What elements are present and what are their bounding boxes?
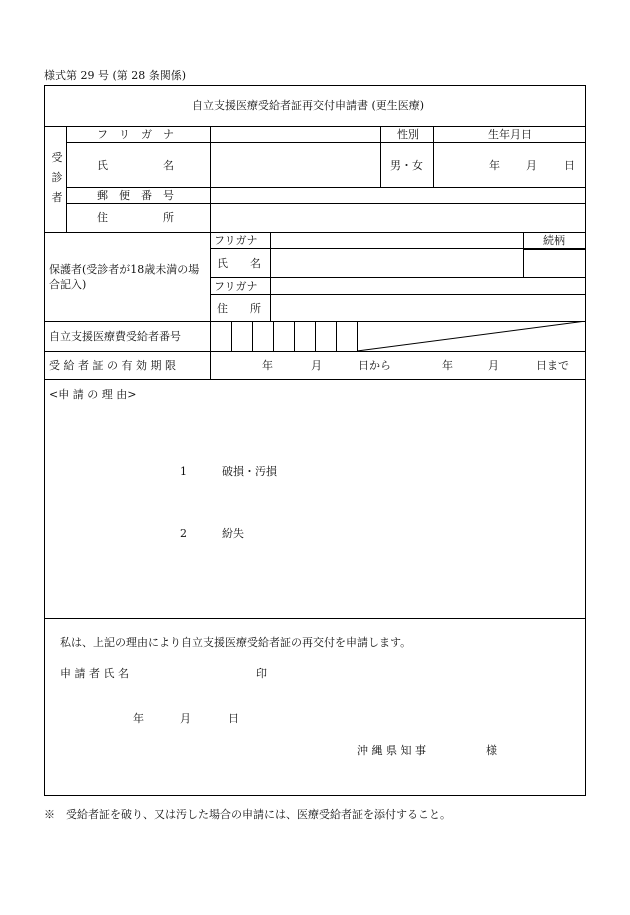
recipient-postal-label: 郵 便 番 号 xyxy=(97,189,174,202)
validity-start-year: 年 xyxy=(262,359,273,372)
guardian-address-label: 住 所 xyxy=(217,302,261,315)
recipient-furigana-label: フ リ ガ ナ xyxy=(97,128,174,141)
sex-value[interactable]: 男・女 xyxy=(390,159,423,172)
birth-day-unit: 日 xyxy=(564,159,575,172)
form-title: 自立支援医療受給者証再交付申請書 (更生医療) xyxy=(192,99,425,112)
recipient-label: 受 診 者 xyxy=(51,151,63,204)
birthdate-header: 生年月日 xyxy=(488,128,532,141)
sex-header: 性別 xyxy=(397,128,419,141)
validity-label: 受 給 者 証 の 有 効 期 限 xyxy=(49,359,176,372)
applicant-name-label: 申 請 者 氏 名 xyxy=(60,667,129,680)
guardian-furigana-label: フリガナ xyxy=(214,234,258,247)
recipient-name-label: 氏 名 xyxy=(97,159,174,172)
validity-start-month: 月 xyxy=(311,359,322,372)
guardian-label: 保護者(受診者が18歳未満の場合記入) xyxy=(49,263,200,291)
relationship-header: 続柄 xyxy=(543,234,565,247)
validity-end-month: 月 xyxy=(488,359,499,372)
validity-end-day: 日まで xyxy=(536,359,569,372)
reason-header: <申 請 の 理 由> xyxy=(49,388,137,401)
guardian-furigana2-label: フリガナ xyxy=(214,280,258,293)
seal-mark: 印 xyxy=(256,667,267,680)
reason-item-1-text[interactable]: 破損・汚損 xyxy=(222,465,277,478)
recipient-number-diagonal xyxy=(357,321,586,351)
guardian-name-label: 氏 名 xyxy=(217,257,261,270)
validity-start-day: 日から xyxy=(358,359,391,372)
date-day-unit: 日 xyxy=(228,712,239,725)
recipient-number-label: 自立支援医療費受給者番号 xyxy=(49,330,181,343)
reason-item-2-text[interactable]: 紛失 xyxy=(222,527,244,540)
validity-end-year: 年 xyxy=(442,359,453,372)
recipient-address-label: 住 所 xyxy=(97,211,174,224)
date-year-unit: 年 xyxy=(133,712,144,725)
footnote: ※ 受給者証を破り、又は汚した場合の申請には、医療受給者証を添付すること。 xyxy=(44,808,451,821)
date-month-unit: 月 xyxy=(180,712,191,725)
declaration-statement: 私は、上記の理由により自立支援医療受給者証の再交付を申請します。 xyxy=(60,636,412,649)
addressee-honorific: 様 xyxy=(486,744,497,757)
addressee-governor: 沖 縄 県 知 事 xyxy=(357,744,426,757)
reason-item-2-number: 2 xyxy=(180,527,187,540)
reason-item-1-number: 1 xyxy=(180,465,187,478)
birth-year-unit: 年 xyxy=(489,159,500,172)
form-number: 様式第 29 号 (第 28 条関係) xyxy=(44,69,187,82)
birth-month-unit: 月 xyxy=(526,159,537,172)
